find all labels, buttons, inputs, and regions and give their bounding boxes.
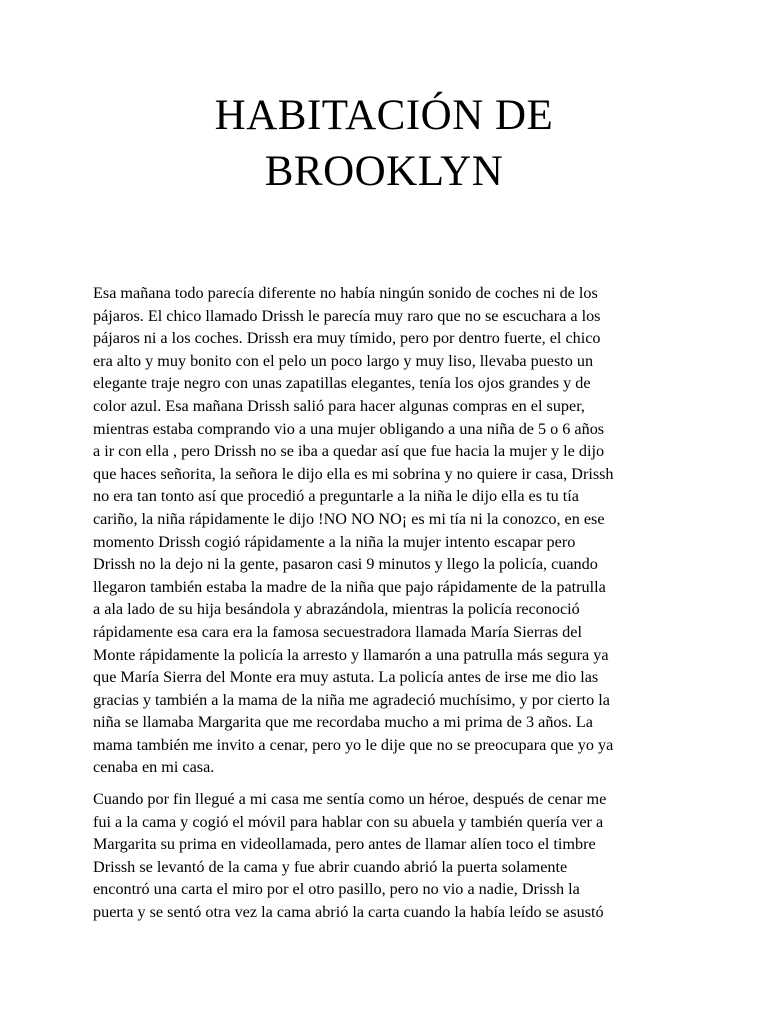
text-line: que María Sierra del Monte era muy astuta. La policía antes de irse me dio las — [93, 668, 599, 687]
document-body — [93, 282, 675, 924]
text-line: encontró una carta el miro por el otro pasillo, pero no vio a nadie, Drissh la — [93, 880, 580, 899]
text-line: Esa mañana todo parecía diferente no había ningún sonido de coches ni de los — [93, 284, 598, 302]
text-line: Drissh no la dejo ni la gente, pasaron casi 9 minutos y llego la policía, cuando — [93, 555, 598, 574]
text-line: momento Drissh cogió rápidamente a la niña la mujer intento escapar pero — [93, 532, 576, 551]
body-paragraph — [93, 788, 675, 924]
text-line: cenaba en mi casa. — [93, 758, 215, 777]
text-line: era alto y muy bonito con el pelo un poco largo y muy liso, llevaba puesto un — [93, 351, 594, 370]
text-line: no era tan tonto así que procedió a preguntarle a la niña le dijo ella es tu tía — [93, 487, 579, 506]
text-line: mama también me invito a cenar, pero yo le dije que no se preocupara que yo ya — [93, 735, 614, 754]
text-line: fui a la cama y cogió el móvil para hablar con su abuela y también quería ver a — [93, 812, 604, 831]
text-line: a ala lado de su hija besándola y abrazándola, mientras la policía reconoció — [93, 600, 580, 619]
text-line: pájaros. El chico llamado Drissh le parecía muy raro que no se escuchara a los — [93, 306, 601, 325]
title-line: HABITACIÓN DE — [214, 92, 554, 139]
text-line: cariño, la niña rápidamente le dijo !NO NO NO¡ es mi tía ni la conozco, en ese — [93, 509, 605, 528]
text-line: color azul. Esa mañana Drissh salió para hacer algunas compras en el super, — [93, 396, 585, 415]
text-line: rápidamente esa cara era la famosa secuestradora llamada María Sierras del — [93, 622, 582, 641]
text-line: mientras estaba comprando vio a una mujer obligando a una niña de 5 o 6 años — [93, 419, 605, 438]
document-title — [0, 88, 768, 200]
text-line: gracias y también a la mama de la niña me agradeció muchísimo, y por cierto la — [93, 690, 610, 709]
text-line: Margarita su prima en videollamada, pero antes de llamar alíen toco el timbre — [93, 835, 596, 854]
text-line: llegaron también estaba la madre de la niña que pajo rápidamente de la patrulla — [93, 577, 606, 596]
text-line: Cuando por fin llegué a mi casa me sentía como un héroe, después de cenar me — [93, 790, 607, 809]
text-line: Monte rápidamente la policía la arresto y llamarón a una patrulla más segura ya — [93, 645, 609, 664]
text-line: a ir con ella , pero Drissh no se iba a quedar así que fue hacia la mujer y le dijo — [93, 442, 605, 461]
text-line: que haces señorita, la señora le dijo ella es mi sobrina y no quiere ir casa, Drissh — [93, 464, 614, 483]
text-line: elegante traje negro con unas zapatillas elegantes, tenía los ojos grandes y de — [93, 374, 591, 393]
text-line: puerta y se sentó otra vez la cama abrió la carta cuando la había leído se asustó — [93, 903, 604, 922]
body-paragraph — [93, 282, 675, 779]
text-line: pájaros ni a los coches. Drissh era muy tímido, pero por dentro fuerte, el chico — [93, 329, 601, 348]
text-line: niña se llamaba Margarita que me recordaba mucho a mi prima de 3 años. La — [93, 713, 593, 732]
text-line: Drissh se levantó de la cama y fue abrir cuando abrió la puerta solamente — [93, 857, 568, 876]
title-line: BROOKLYN — [264, 148, 504, 195]
